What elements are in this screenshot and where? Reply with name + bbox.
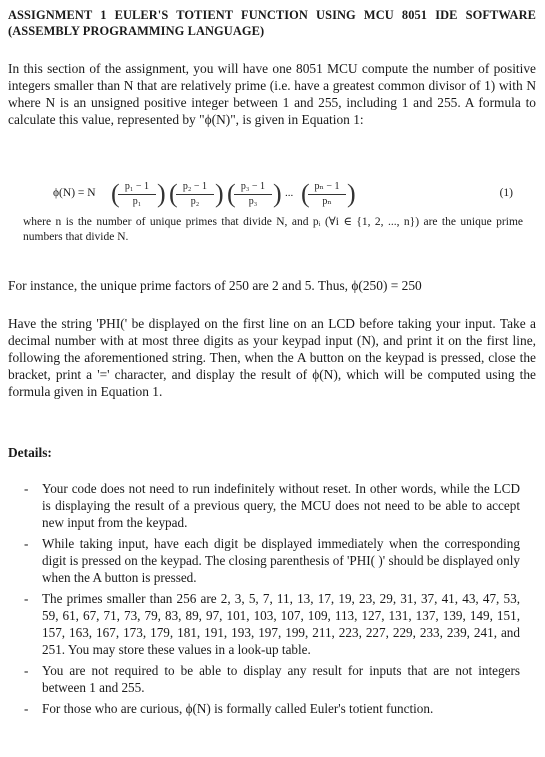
list-item: - While taking input, have each digit be displayed immediately when the corresponding digit is pressed on the keypad. The closing parenthesis of 'PHI( )' should be displayed only when the A button is pressed. bbox=[24, 536, 520, 585]
example-paragraph: For instance, the unique prime factors of 250 are 2 and 5. Thus, ϕ(250) = 250 bbox=[8, 278, 422, 293]
equation-fraction: $\frac{\text{p₃ − 1}}{\text{p₃}}$ bbox=[234, 181, 272, 208]
details-heading: Details: bbox=[8, 445, 52, 460]
list-item: - The primes smaller than 256 are 2, 3, 5, 7, 11, 13, 17, 19, 23, 29, 31, 37, 41, 43, 47, 53, 59, 61, 67, 71, 73, 79, 83, 89, 97, 101, 103, 107, 109, 113, 127, 131, 137, 139, 149, 151, 157, 163, 167, 173, 179, 181, 191, 193, 197, 199, 211, 223, 227, 229, 233, 239, 241, and 251. You may store these values in a look-up table. bbox=[24, 591, 520, 657]
equation-fraction: $\frac{\text{pₙ − 1}}{\text{pₙ}}$ bbox=[308, 181, 346, 208]
equation-ellipsis: ... bbox=[285, 187, 294, 199]
details-list bbox=[22, 480, 520, 721]
list-item: - You are not required to be able to display any result for inputs that are not integers between 1 and 255. bbox=[24, 663, 520, 695]
equation-fraction: $\frac{\text{p₂ − 1}}{\text{p₂}}$ bbox=[176, 181, 214, 208]
list-item: - For those who are curious, ϕ(N) is formally called Euler's totient function. bbox=[24, 701, 434, 716]
document-title: ASSIGNMENT 1 EULER'S TOTIENT FUNCTION USING MCU 8051 IDE SOFTWARE (ASSEMBLY PROGRAMMING LANGUAGE) bbox=[8, 8, 536, 38]
equation-fraction: $\frac{\text{p₁ − 1}}{\text{p₁}}$ bbox=[118, 181, 156, 208]
equation-number: (1) bbox=[499, 187, 513, 199]
list-item: - Your code does not need to run indefinitely without reset. In other words, while the LCD is displaying the result of a previous query, the MCU does not need to be able to accept new input from the keypad. bbox=[24, 481, 520, 530]
equation-1: ϕ(N) = N ( $\frac{\text{p₁ − 1}}{\text{p₁}}$ ) ( $\frac{\text{p₂ − 1}}{\text{p₂}}$ ) ( $\frac{\text{p₃ − 1}}{\text{p₃}}$ ) ... ( $\frac{\text{pₙ − 1}}{\text{pₙ}}$ ) (1) bbox=[53, 179, 513, 208]
equation-note: where n is the number of unique primes that divide N, and pᵢ (∀i ∈ {1, 2, ..., n}) are the unique prime numbers that divide N. bbox=[23, 216, 523, 243]
intro-paragraph: In this section of the assignment, you will have one 8051 MCU compute the number of positive integers smaller than N that are relatively prime (i.e. have a greatest common divisor of 1) with N where N is an unsigned positive integer between 1 and 255, including 1 and 255. A formula to calculate this value, represented by "ϕ(N)", is given in Equation 1: bbox=[8, 61, 536, 127]
equation-lhs: ϕ(N) = N bbox=[53, 187, 96, 199]
instructions-paragraph: Have the string 'PHI(' be displayed on the first line on an LCD before taking your input. Take a decimal number with at most three digits as your keypad input (N), and print it on the first line, following the aforementioned string. Then, when the A button on the keypad is pressed, close the bracket, print a '=' character, and display the result of ϕ(N), which will be computed using the formula given in Equation 1. bbox=[8, 316, 536, 399]
